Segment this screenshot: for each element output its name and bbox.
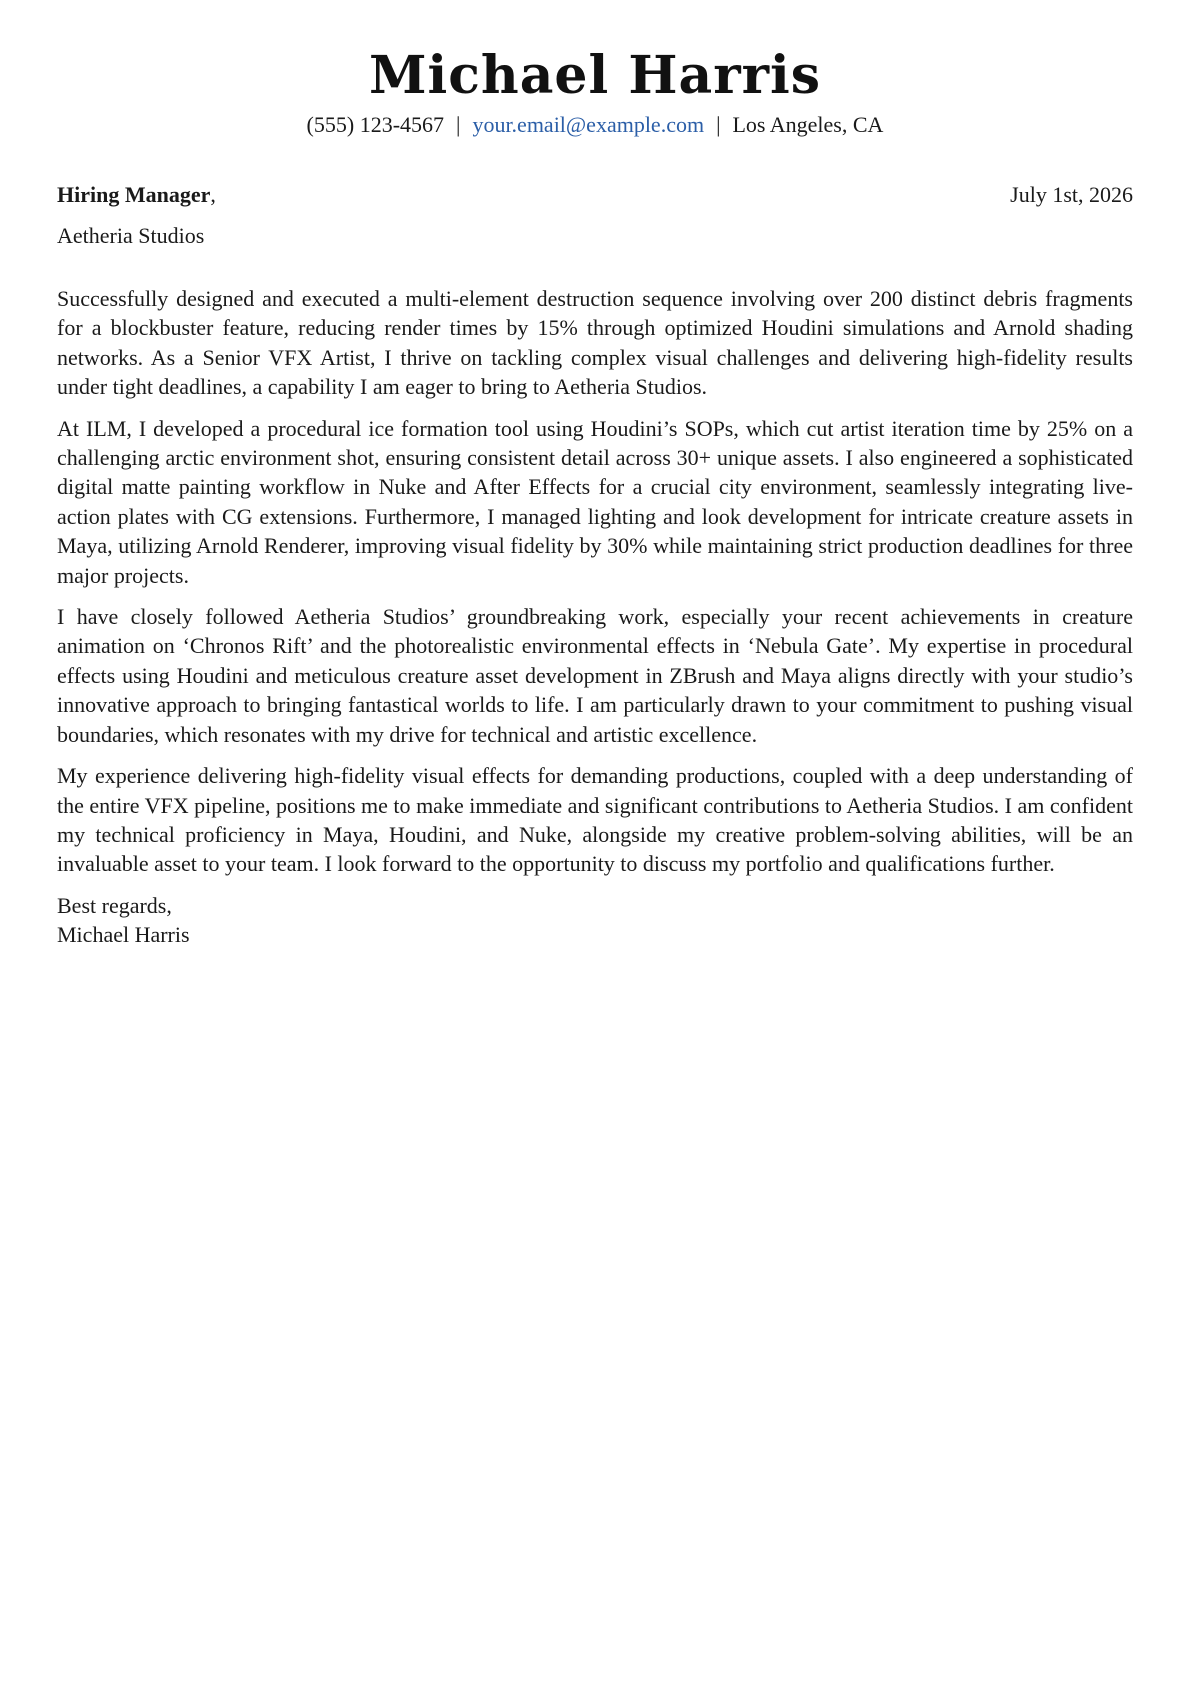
closing-salutation: Best regards,	[57, 892, 172, 918]
body-paragraph: Successfully designed and executed a multi-element destruction sequence involving over 200 distinct debris fragments for a blockbuster feature, reducing render times by 15% through optimized Houdini simulations and Arnold shading networks. As a Senior VFX Artist, I thrive on tackling complex visual challenges and delivering high-fidelity results under tight deadlines, a capability I am eager to bring to Aetheria Studios.	[57, 286, 1133, 400]
body-paragraph: My experience delivering high-fidelity visual effects for demanding productions, coupled with a deep understanding of the entire VFX pipeline, positions me to make immediate and significant contributions to Aetheria Studios. I am confident my technical proficiency in Maya, Houdini, and Nuke, alongside my creative problem-solving abilities, will be an invaluable asset to your team. I look forward to the opportunity to discuss my portfolio and qualifications further.	[57, 763, 1133, 877]
applicant-name: Michael Harris	[368, 45, 822, 106]
phone-number: (555) 123-4567	[306, 112, 445, 137]
contact-line	[57, 110, 1133, 140]
letter-closing	[57, 891, 1133, 950]
recipient-company: Aetheria Studios	[57, 223, 205, 248]
recipient-role-punct: ,	[210, 182, 216, 207]
closing-signature: Michael Harris	[57, 922, 190, 948]
email-link[interactable]: your.email@example.com	[472, 112, 705, 137]
letter-header	[57, 0, 1133, 140]
recipient-role: Hiring Manager	[57, 182, 211, 207]
location: Los Angeles, CA	[732, 112, 884, 137]
recipient-greeting	[57, 180, 216, 210]
letter-body	[57, 284, 1133, 879]
body-paragraph: I have closely followed Aetheria Studios’ groundbreaking work, especially your recent achievements in creature animation on ‘Chronos Rift’ and the photorealistic environmental effects in ‘Nebula Gate’. My expertise in procedural effects using Houdini and meticulous creature asset development in ZBrush and Maya aligns directly with your studio’s innovative approach to bringing fantastical worlds to life. I am particularly drawn to your commitment to pushing visual boundaries, which resonates with my drive for technical and artistic excellence.	[57, 604, 1133, 747]
body-paragraph: At ILM, I developed a procedural ice formation tool using Houdini’s SOPs, which cut artist iteration time by 25% on a challenging arctic environment shot, ensuring consistent detail across 30+ unique assets. I also engineered a sophisticated digital matte painting workflow in Nuke and After Effects for a crucial city environment, seamlessly integrating live-action plates with CG extensions. Furthermore, I managed lighting and look development for intricate creature assets in Maya, utilizing Arnold Renderer, improving visual fidelity by 30% while maintaining strict production deadlines for three major projects.	[57, 415, 1133, 588]
contact-separator: |	[716, 112, 721, 137]
contact-separator: |	[456, 112, 461, 137]
recipient-row	[57, 180, 1133, 210]
letter-date: July 1st, 2026	[1010, 182, 1133, 207]
